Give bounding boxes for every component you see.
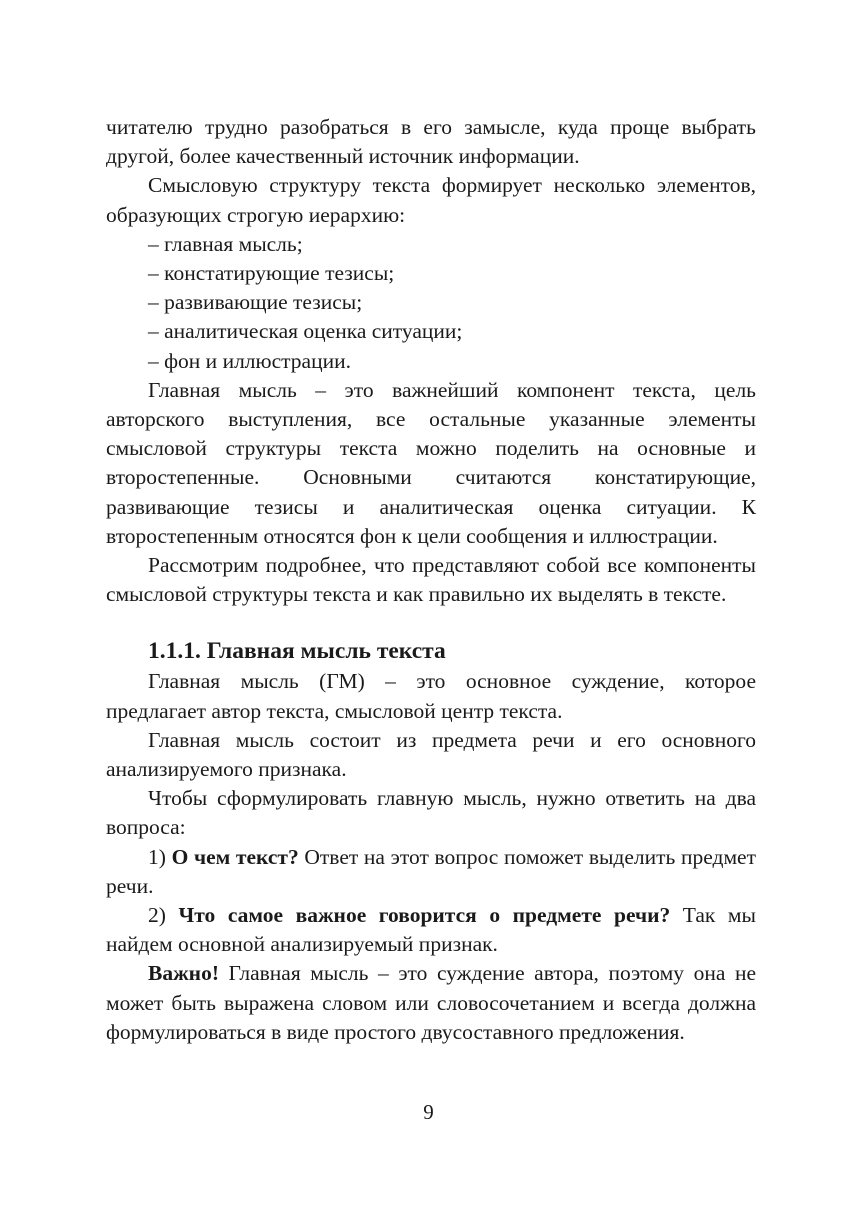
paragraph: Главная мысль (ГМ) – это основное суждение, которое предлагает автор текста, смысловой центр текста. [106,669,756,723]
question-text: Ответ на этот вопрос поможет выделить предмет речи. [106,844,756,898]
note-text: Главная мысль – это суждение автора, поэтому она не может быть выражена словом или словосочетанием и всегда должна формулироваться в виде простого двусоставного предложения. [106,961,756,1044]
note-label: Важно! [148,961,219,986]
list-item: – фон и иллюстрации. [148,348,351,373]
question-number: 2) [148,903,179,928]
list-item: – развивающие тезисы; [148,290,363,315]
important-note [106,959,756,1047]
paragraph: Рассмотрим подробнее, что представляют собой все компоненты смысловой структуры текста и как правильно их выделять в тексте. [106,553,756,607]
paragraph: Главная мысль состоит из предмета речи и его основного анализируемого признака. [106,727,756,782]
page-text-body [106,113,756,1047]
list-item: – констатирующие тезисы; [148,261,395,286]
question-2 [106,901,756,959]
paragraph: Главная мысль – это важнейший компонент текста, цель авторского выступления, все остальные указанные элементы смысловой структуры текста можно поделить на основные и второстепенные. Основными считаются констатирующие, развивающие тезисы и аналитическая оценка ситуации. К второстепенным относятся фон к цели сообщения и иллюстрации. [106,377,756,548]
question-number: 1) [148,844,172,869]
question-bold: О чем текст? [171,844,299,869]
paragraph: Чтобы сформулировать главную мысль, нужно ответить на два вопроса: [106,786,756,840]
list-item: – главная мысль; [148,231,303,256]
question-text: Так мы найдем основной анализируемый признак. [106,903,756,957]
paragraph: Смысловую структуру текста формирует несколько элементов, образующих строгую иерархию: [106,173,756,227]
question-bold: Что самое важное говорится о предмете речи? [178,903,671,928]
paragraph: читателю трудно разобраться в его замысле, куда проще выбрать другой, более качественный источник информации. [106,115,756,169]
question-1 [106,843,756,901]
page-number: 9 [423,1100,434,1124]
list-item: – аналитическая оценка ситуации; [148,319,463,344]
section-heading: 1.1.1. Главная мысль текста [148,638,446,665]
